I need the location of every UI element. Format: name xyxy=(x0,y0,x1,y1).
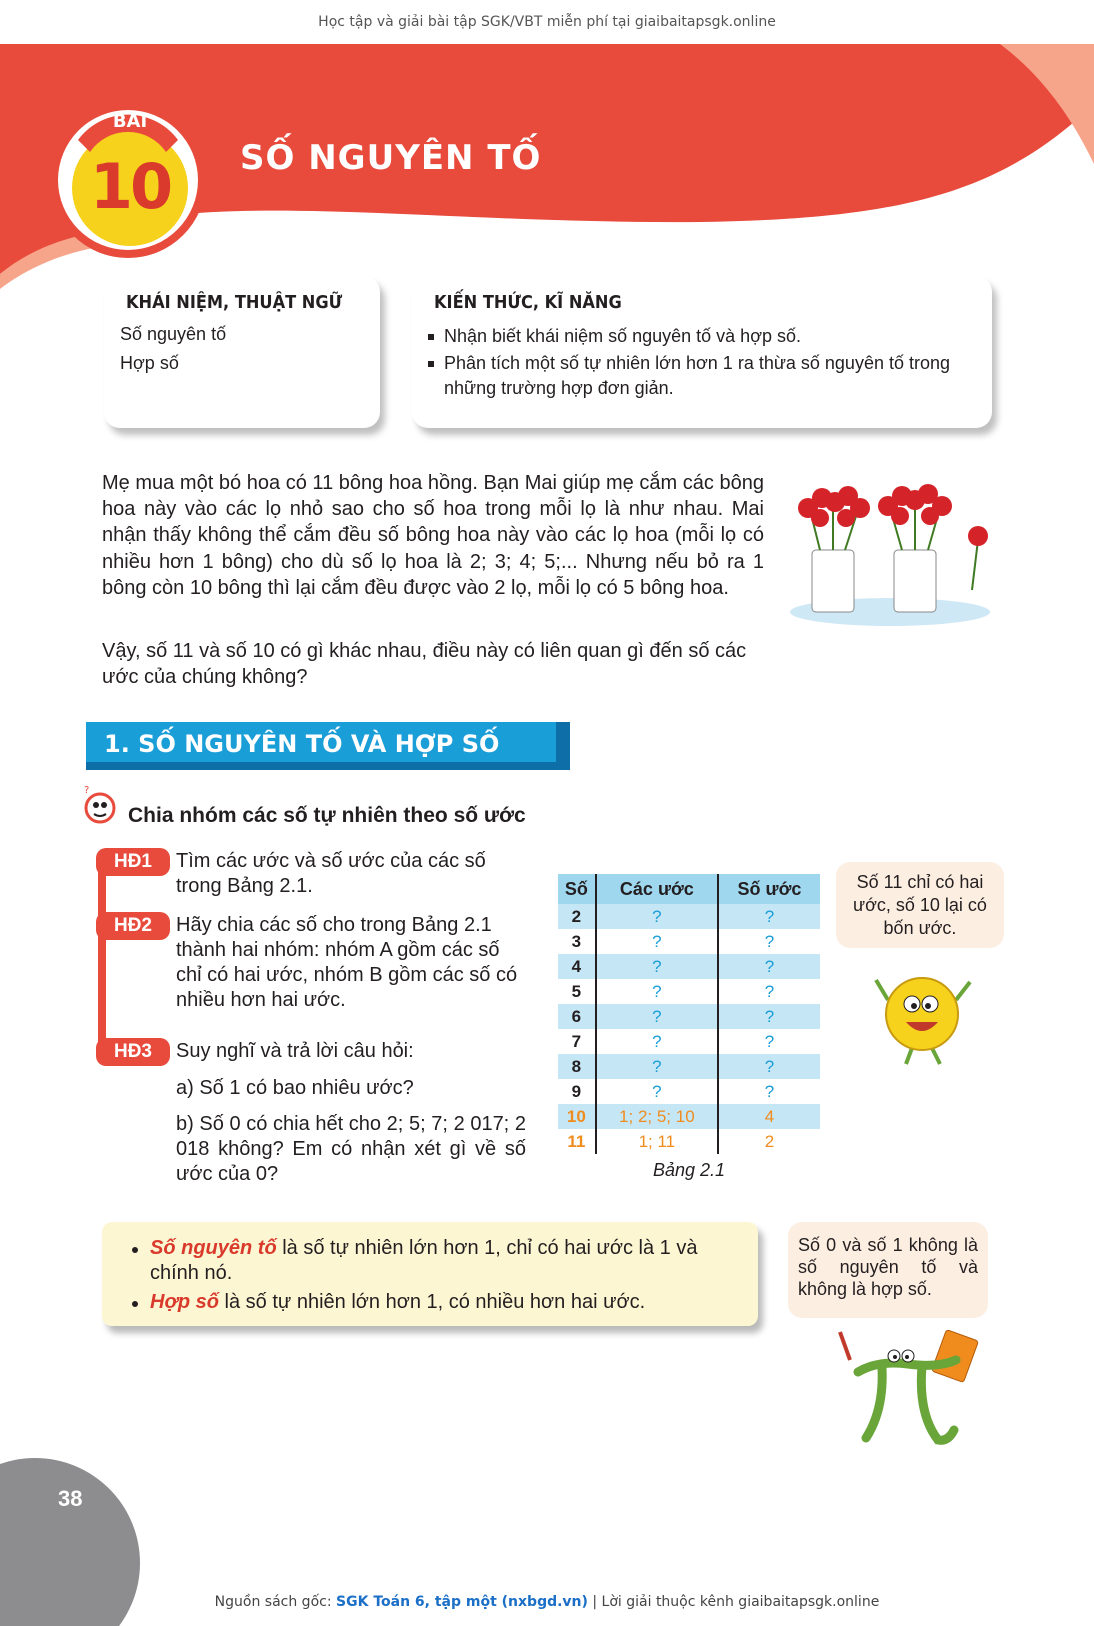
table-cell: 2 xyxy=(718,1129,820,1154)
bullet-icon xyxy=(132,1301,138,1307)
table-cell: ? xyxy=(596,1029,718,1054)
skill-text: Phân tích một số tự nhiên lớn hơn 1 ra thừa số nguyên tố trong những trường hợp đơn giản. xyxy=(444,353,951,398)
table-row xyxy=(558,904,820,929)
table-cell: ? xyxy=(718,1054,820,1079)
table-cell: ? xyxy=(718,979,820,1004)
table-cell: ? xyxy=(596,979,718,1004)
table-cell: 3 xyxy=(571,931,582,951)
table-header: Các ước xyxy=(596,874,718,904)
footer xyxy=(0,1594,1094,1610)
hd2-text: Hãy chia các số cho trong Bảng 2.1 thành hai nhóm: nhóm A gồm các số chỉ có hai ước, nhóm B gồm các số có nhiều hơn hai ước. xyxy=(176,914,518,1011)
footer-prefix: Nguồn sách gốc: xyxy=(214,1594,337,1610)
skill-text: Nhận biết khái niệm số nguyên tố và hợp số. xyxy=(444,326,802,346)
keyword-composite: Hợp số xyxy=(150,1291,219,1313)
table-header: Số xyxy=(558,874,596,904)
table-row xyxy=(558,1079,820,1104)
term-item: Số nguyên tố xyxy=(120,324,227,344)
speech-bubble: Số 0 và số 1 không là số nguyên tố và không là hợp số. xyxy=(788,1222,988,1318)
table-cell: 9 xyxy=(571,1081,582,1101)
bullet-icon xyxy=(132,1247,138,1253)
concepts-heading: KHÁI NIỆM, THUẬT NGỮ xyxy=(126,292,343,313)
table-cell: ? xyxy=(596,954,718,979)
definition-text: là số tự nhiên lớn hơn 1, có nhiều hơn hai ước. xyxy=(218,1291,646,1313)
lesson-label: BÀI xyxy=(112,111,148,132)
table-cell: 1; 11 xyxy=(596,1129,718,1154)
intro-question: Vậy, số 11 và số 10 có gì khác nhau, điều này có liên quan gì đến số các ước của chúng không? xyxy=(102,640,747,689)
term-item: Hợp số xyxy=(120,353,179,373)
table-cell: ? xyxy=(718,1079,820,1104)
table-cell: ? xyxy=(718,904,820,929)
table-row xyxy=(558,1104,820,1129)
table-cell: 1; 2; 5; 10 xyxy=(596,1104,718,1129)
hd3-question-b: b) Số 0 có chia hết cho 2; 5; 7; 2 017; 2 018 không? Em có nhận xét gì về số ước của 0? xyxy=(176,1113,526,1185)
lesson-title: SỐ NGUYÊN TỐ xyxy=(240,138,542,178)
table-cell: ? xyxy=(596,929,718,954)
table-cell: 6 xyxy=(558,1004,596,1029)
magnifier-question-icon xyxy=(82,784,122,828)
definition-composite xyxy=(132,1290,744,1315)
pi-character-illustration xyxy=(838,1330,988,1450)
section-title: 1. SỐ NGUYÊN TỐ VÀ HỢP SỐ xyxy=(104,730,500,758)
table-cell: 8 xyxy=(558,1054,596,1079)
rose-vases-illustration xyxy=(790,480,1000,630)
table-cell: ? xyxy=(596,904,718,929)
table-cell: 10 xyxy=(558,1104,596,1129)
skills-card xyxy=(412,276,992,428)
table-row xyxy=(558,954,820,979)
table-row xyxy=(558,1004,820,1029)
table-row xyxy=(558,979,820,1004)
concepts-card xyxy=(104,276,380,428)
table-row xyxy=(558,1029,820,1054)
table-cell: 11 xyxy=(567,1131,586,1151)
table-cell: ? xyxy=(718,1029,820,1054)
table-cell: 4 xyxy=(718,1104,820,1129)
divisor-table xyxy=(558,874,820,1154)
lesson-number: 10 xyxy=(89,150,171,223)
activity-connector xyxy=(98,860,106,1060)
table-cell: ? xyxy=(596,1079,718,1104)
table-cell: ? xyxy=(718,1004,820,1029)
table-cell: ? xyxy=(596,1054,718,1079)
skill-item xyxy=(428,351,983,401)
speech-bubble: Số 11 chỉ có hai ước, số 10 lại có bốn ước. xyxy=(836,862,1004,948)
hd3-question-a: a) Số 1 có bao nhiêu ước? xyxy=(176,1077,414,1099)
definition-box xyxy=(102,1222,758,1326)
table-cell: 5 xyxy=(571,981,582,1001)
activity-title: Chia nhóm các số tự nhiên theo số ước xyxy=(128,804,526,827)
table-header: Số ước xyxy=(718,874,820,904)
table-row xyxy=(558,1054,820,1079)
hd2-badge: HĐ2 xyxy=(96,912,170,940)
table-row xyxy=(558,1129,820,1154)
table-cell: 2 xyxy=(558,904,596,929)
keyword-prime: Số nguyên tố xyxy=(150,1237,277,1259)
page-number: 38 xyxy=(58,1486,83,1511)
footer-suffix: | Lời giải thuộc kênh giaibaitapsgk.online xyxy=(587,1594,880,1610)
intro-paragraph: Mẹ mua một bó hoa có 11 bông hoa hồng. Bạn Mai giúp mẹ cắm các bông hoa này vào các lọ nhỏ sao cho số hoa trong mỗi lọ là như nhau. Mai nhận thấy không thể cắm đều số bông hoa này vào các lọ hoa (mỗi lọ có nhiều hơn 1 bông) cho dù số lọ hoa là 2; 3; 4; 5;... Nhưng nếu bỏ ra 1 bông còn 10 bông thì lại cắm đều được vào 2 lọ, mỗi lọ có 5 bông hoa. xyxy=(102,472,764,599)
table-caption: Bảng 2.1 xyxy=(652,1160,726,1180)
definition-prime xyxy=(132,1236,744,1286)
table-cell: ? xyxy=(718,954,820,979)
footer-source-link[interactable]: SGK Toán 6, tập một (nxbgd.vn) xyxy=(336,1594,588,1610)
definition-text: là số tự nhiên lớn hơn 1, chỉ có hai ước là 1 và chính nó. xyxy=(150,1237,698,1284)
svg-text:?: ? xyxy=(84,785,90,796)
hd3-badge: HĐ3 xyxy=(96,1038,170,1066)
table-cell: 4 xyxy=(558,954,596,979)
table-cell: ? xyxy=(718,929,820,954)
table-cell: ? xyxy=(596,1004,718,1029)
table-row xyxy=(558,929,820,954)
hd3-text: Suy nghĩ và trả lời câu hỏi: xyxy=(176,1040,414,1062)
hd1-text: Tìm các ước và số ước của các số trong Bảng 2.1. xyxy=(176,850,486,897)
bullet-icon xyxy=(428,361,434,367)
hd1-badge: HĐ1 xyxy=(96,848,170,876)
bullet-icon xyxy=(428,334,434,340)
sun-character-illustration xyxy=(868,960,978,1070)
skill-item xyxy=(428,324,983,349)
table-cell: 7 xyxy=(571,1031,582,1051)
skills-heading: KIẾN THỨC, KĨ NĂNG xyxy=(434,292,622,313)
header-note: Học tập và giải bài tập SGK/VBT miễn phí tại giaibaitapsgk.online xyxy=(318,14,776,30)
